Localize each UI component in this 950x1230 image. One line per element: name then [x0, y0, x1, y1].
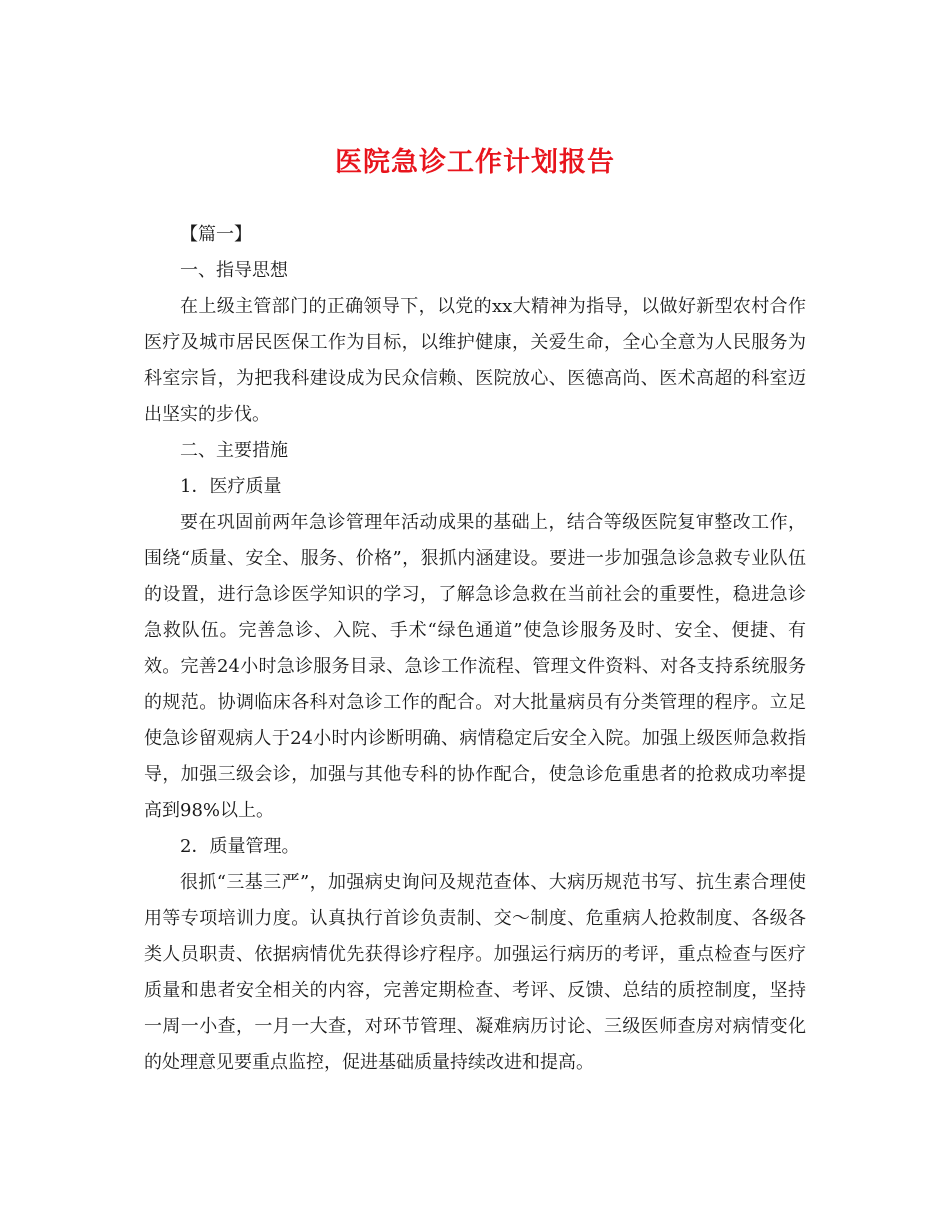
paragraph-medical-quality: 要在巩固前两年急诊管理年活动成果的基础上，结合等级医院复审整改工作，围绕“质量、安全、服务、价格”，狠抓内涵建设。要进一步加强急诊急救专业队伍的设置，进行急诊医学知识的学习，了解急诊急救在当前社会的重要性，稳进急诊急救队伍。完善急诊、入院、手术“绿色通道”使急诊服务及时、安全、便捷、有效。完善24小时急诊服务目录、急诊工作流程、管理文件资料、对各支持系统服务的规范。协调临床各科对急诊工作的配合。对大批量病员有分类管理的程序。立足使急诊留观病人于24小时内诊断明确、病情稳定后安全入院。加强上级医师急救指导，加强三级会诊，加强与其他专科的协作配合，使急诊危重患者的抢救成功率提高到98%以上。	[144, 512, 806, 821]
heading-main-measures: 二、主要措施	[180, 440, 288, 461]
paragraph-quality-management: 很抓“三基三严”，加强病史询问及规范查体、大病历规范书写、抗生素合理使用等专项培训力度。认真执行首诊负责制、交～制度、危重病人抢救制度、各级各类人员职责、依据病情优先获得诊疗程序。加强运行病历的考评，重点检查与医疗质量和患者安全相关的内容，完善定期检查、考评、反馈、总结的质控制度，坚持一周一小查，一月一大查，对环节管理、凝难病历讨论、三级医师查房对病情变化的处理意见要重点监控，促进基础质量持续改进和提高。	[144, 872, 806, 1073]
paragraph-guiding-ideology: 在上级主管部门的正确领导下，以党的xx大精神为指导，以做好新型农村合作医疗及城市居民医保工作为目标，以维护健康，关爱生命，全心全意为人民服务为科室宗旨，为把我科建设成为民众信赖、医院放心、医德高尚、医术高超的科室迈出坚实的步伐。	[144, 296, 806, 425]
section-tag: 【篇一】	[180, 224, 252, 245]
document-body	[144, 217, 806, 1081]
heading-guiding-ideology: 一、指导思想	[180, 260, 288, 281]
subheading-medical-quality: 1．医疗质量	[180, 476, 282, 497]
subheading-quality-management: 2．质量管理。	[180, 836, 300, 857]
document-title: 医院急诊工作计划报告	[335, 147, 615, 178]
